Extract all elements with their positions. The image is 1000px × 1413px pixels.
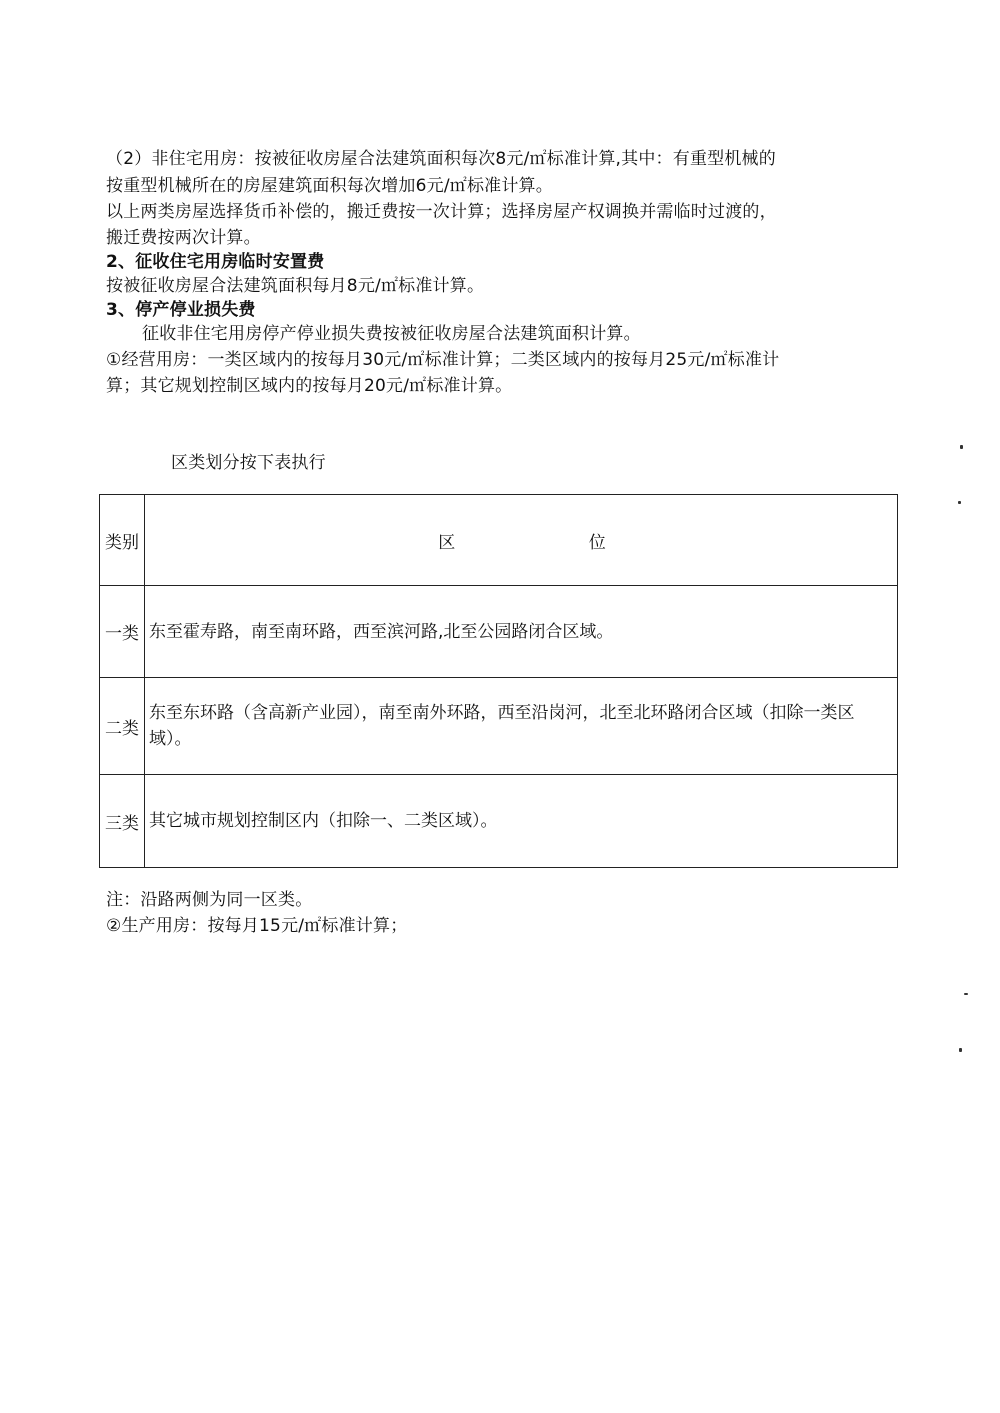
paragraph-relocation-twice: 搬迁费按两次计算。 <box>106 228 261 248</box>
scan-speck <box>958 501 961 504</box>
zone-category: 二类 <box>100 678 145 775</box>
table-header-row <box>100 495 898 586</box>
note-roadside: 注：沿路两侧为同一区类。 <box>106 890 313 910</box>
table-row <box>100 586 898 678</box>
paragraph-relocation-choice: 以上两类房屋选择货币补偿的，搬迁费按一次计算；选择房屋产权调换并需临时过渡的， <box>106 202 777 222</box>
table-row <box>100 775 898 868</box>
paragraph-production-rates: ②生产用房：按每月15元/㎡标准计算； <box>106 916 408 936</box>
table-intro: 区类划分按下表执行 <box>171 453 326 473</box>
scan-speck <box>964 993 968 995</box>
zone-category: 三类 <box>100 775 145 868</box>
paragraph-non-residential: （2）非住宅用房：按被征收房屋合法建筑面积每次8元/㎡标准计算,其中：有重型机械的 <box>106 149 776 169</box>
paragraph-business-loss: 征收非住宅用房停产停业损失费按被征收房屋合法建筑面积计算。 <box>142 324 641 344</box>
scan-speck <box>960 445 963 449</box>
zone-location: 其它城市规划控制区内（扣除一、二类区域）。 <box>145 775 898 868</box>
table-row <box>100 678 898 775</box>
heading-business-loss: 3、停产停业损失费 <box>106 300 256 320</box>
heading-temporary-resettlement: 2、征收住宅用房临时安置费 <box>106 252 325 272</box>
zone-category: 一类 <box>100 586 145 678</box>
zone-location: 东至东环路（含高新产业园），南至南外环路，西至沿岗河，北至北环路闭合区域（扣除一类区域）。 <box>145 678 898 775</box>
paragraph-heavy-machinery: 按重型机械所在的房屋建筑面积每次增加6元/㎡标准计算。 <box>106 176 553 196</box>
paragraph-temporary-resettlement: 按被征收房屋合法建筑面积每月8元/㎡标准计算。 <box>106 276 485 296</box>
zone-location: 东至霍寿路，南至南环路，西至滨河路,北至公园路闭合区域。 <box>145 586 898 678</box>
paragraph-commercial-rates-cont: 算；其它规划控制区域内的按每月20元/㎡标准计算。 <box>106 376 513 396</box>
scan-speck <box>959 1048 962 1052</box>
header-category: 类别 <box>100 495 145 586</box>
zone-classification-table <box>99 494 898 868</box>
paragraph-commercial-rates: ①经营用房：一类区域内的按每月30元/㎡标准计算；二类区域内的按每月25元/㎡标准计 <box>106 350 780 370</box>
header-location: 区 位 <box>145 495 898 586</box>
